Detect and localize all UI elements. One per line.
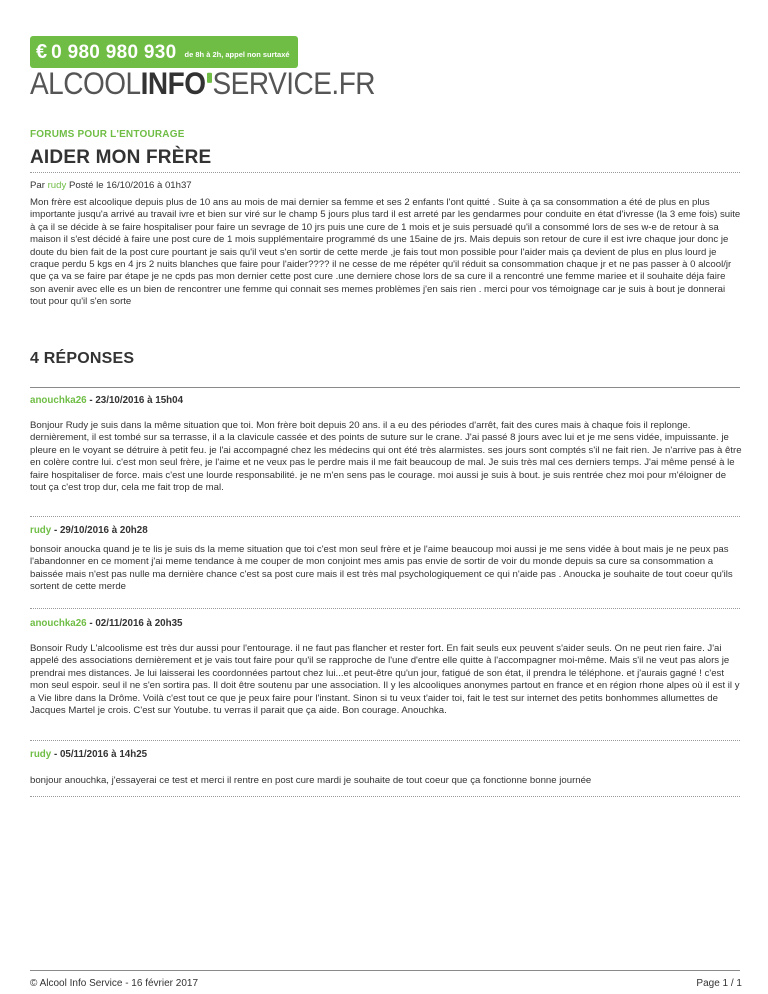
footer-copyright: © Alcool Info Service - 16 février 2017 bbox=[30, 978, 199, 989]
euro-icon: € bbox=[36, 41, 48, 63]
reply-date: - 29/10/2016 à 20h28 bbox=[51, 525, 148, 536]
logo-apostrophe-icon bbox=[207, 73, 212, 83]
reply-body: bonsoir anoucka quand je te lis je suis ds la meme situation que toi c'est mon seul frère et je l'aime beaucoup moi aussi je me sens vidée à bout mais je ne peux pas l'abandonner en ce moment j'ai meme tendance à me couper de mon conjoint mes amis pas envie de sortir de voir du monde depuis sa cure sa consommation a baissée mais n'est pas nulle ma dernière chance c'est sa post cure mais il est très mal psychologiquement ce qui n'aide pas . Anoucka je souhaite de tout coeur qu'ils sortent de cette merde bbox=[30, 544, 733, 593]
reply-author-link[interactable]: rudy bbox=[30, 749, 52, 760]
reply-date: - 23/10/2016 à 15h04 bbox=[86, 395, 184, 406]
reply-date: - 02/11/2016 à 20h35 bbox=[86, 618, 183, 629]
page bbox=[30, 0, 740, 994]
post-meta bbox=[30, 180, 192, 191]
replies-divider bbox=[30, 387, 740, 388]
replies-title: 4 RÉPONSES bbox=[30, 350, 135, 367]
logo-word-service: SERVICE.FR bbox=[212, 66, 376, 101]
reply-header bbox=[30, 749, 147, 760]
logo-word-info: INFO bbox=[140, 66, 206, 101]
reply-header bbox=[30, 618, 183, 629]
site-logo[interactable] bbox=[30, 64, 375, 104]
logo-word-alcool: ALCOOL bbox=[30, 66, 141, 101]
helpline-hours: de 8h à 2h, appel non surtaxé bbox=[184, 49, 290, 59]
reply-header bbox=[30, 525, 148, 536]
divider bbox=[30, 796, 740, 797]
reply-body: bonjour anouchka, j'essayerai ce test et merci il rentre en post cure mardi je souhaite de tout coeur que ça fonctionne bonne journée bbox=[30, 775, 592, 786]
reply-header bbox=[30, 395, 183, 406]
reply-body: Bonsoir Rudy L'alcoolisme est très dur aussi pour l'entourage. il ne faut pas flancher et rester fort. En fait seuls eux peuvent s'aider seuls. On ne peut rien faire. J'ai appelé des associations dernièrement et je vais tout faire pour qu'il se rapproche de l'une d'entre elle quitte à l'accompagner moi-même. Mais s'il ne veut pas alors je prendrai mes distances. Je lui laisserai les coordonnées partout chez lui...et peut-être qu'un jour, fatigué de son état, il prendra le téléphone. et j'aurais gagné ! c'est mon seul espoir. seul il ne s'en sortira pas. Il doit être soutenu par une association. Il y les alcooliques anonymes partout en france et en région rhone alpes où il est il y a Vie libre dans la Drôme. Voilà c'est tout ce que je peux faire pour l'instant. Sinon si tu veux t'aider toi, fait le test sur internet des petits bonhommes allumettes de Jacques Martel je crois. C'est sur Youtube. tu verras il parait que ça aide. Bon courage. Anouchka. bbox=[30, 643, 740, 717]
divider bbox=[30, 516, 740, 517]
divider bbox=[30, 740, 740, 741]
reply-author-link[interactable]: anouchka26 bbox=[30, 395, 87, 406]
page-title: AIDER MON FRÈRE bbox=[30, 147, 212, 168]
divider bbox=[30, 608, 740, 609]
reply-date: - 05/11/2016 à 14h25 bbox=[51, 749, 148, 760]
reply-body: Bonjour Rudy je suis dans la même situation que toi. Mon frère boit depuis 20 ans. il a eu des périodes d'arrêt, fait des cures mais à chaque fois il replonge. dernièrement, il est tombé sur sa terrasse, il a la clavicule cassée et des points de suture sur le crane. J'ai passé 8 jours avec lui et je me sens vidée, impuissante. je pleure en le voyant se détruire à petit feu. je l'ai accompagné chez les médecins qui ont été très alarmistes. ses jours sont comptés s'il ne fait rien. Je n'arrive pas à être en colère contre lui. c'est mon seul frère, je l'aime et ne veux pas le perdre mais il me fait beaucoup de mal. Je suis très mal ces derniers temps. J'ai même pensé à le faire hospitaliser de force. mais c'est une lourde responsabilité. je ne m'en sens pas le courage. moi aussi je suis à bout. je suis rentrée chez moi pour m'éloigner de tout ça c'est trop dur, cela me fait trop de mal. bbox=[30, 420, 742, 494]
post-date: Posté le 16/10/2016 à 01h37 bbox=[68, 180, 192, 191]
footer-page-number: Page 1 / 1 bbox=[696, 978, 742, 989]
reply-author-link[interactable]: anouchka26 bbox=[30, 618, 87, 629]
helpline-phone: 0 980 980 930 bbox=[51, 41, 177, 63]
forum-category[interactable]: FORUMS POUR L'ENTOURAGE bbox=[30, 129, 185, 140]
divider bbox=[30, 172, 740, 173]
reply-author-link[interactable]: rudy bbox=[30, 525, 52, 536]
post-author-prefix: Par bbox=[30, 180, 45, 191]
post-author-link[interactable]: rudy bbox=[47, 180, 67, 191]
post-body: Mon frère est alcoolique depuis plus de 10 ans au mois de mai dernier sa femme et ses 2 enfants l'ont quitté . Suite à ça sa consommation a été de plus en plus importante jusqu'a arrivé au travail ivre et bien sur viré sur le champ 5 jours plus tard il est arreté par les gendarmes pour conduite en état d'ivresse (la 3 eme fois) suite à ça il se décide à se faire hospitaliser pour faire un sevrage de 10 jrs puis une cure de 1 mois et je suis persuadé qu'il a consommé lors de ses w-e de retour à sa maison il s'est décidé à faire une post cure de 1 mois supplémentaire programmé ds une 15aine de jrs. Mais depuis son retour de cure il est ivre chaque jour donc je doute du bien fait de la post cure pourtant je sais qu'il veut s'en sortir de cette merde ,je fais tout mon possible pour l'aider mais ça devient de plus en plus lourd je craque perdu 5 kgs en 4 jrs 2 nuits blanches que faire pour l'aider???? il ne cesse de me répéter qu'il réduit sa consommation chaque jr et ne pas passer à 0 alcool/jr que ça va se faire par étape je ne cpds pas mon dernier cette post cure .une derniere chose lors de sa cure il a rencontré une femme mariee et il souhaite déja faire son avenir avec elle es un bien de rencontrer une femme qui connait ses memes problèmes j'en sais rien . merci pour vos témoignage car je suis à bout je donnerai tout pour qu'il s'en sorte bbox=[30, 197, 741, 308]
footer-divider bbox=[30, 970, 740, 971]
